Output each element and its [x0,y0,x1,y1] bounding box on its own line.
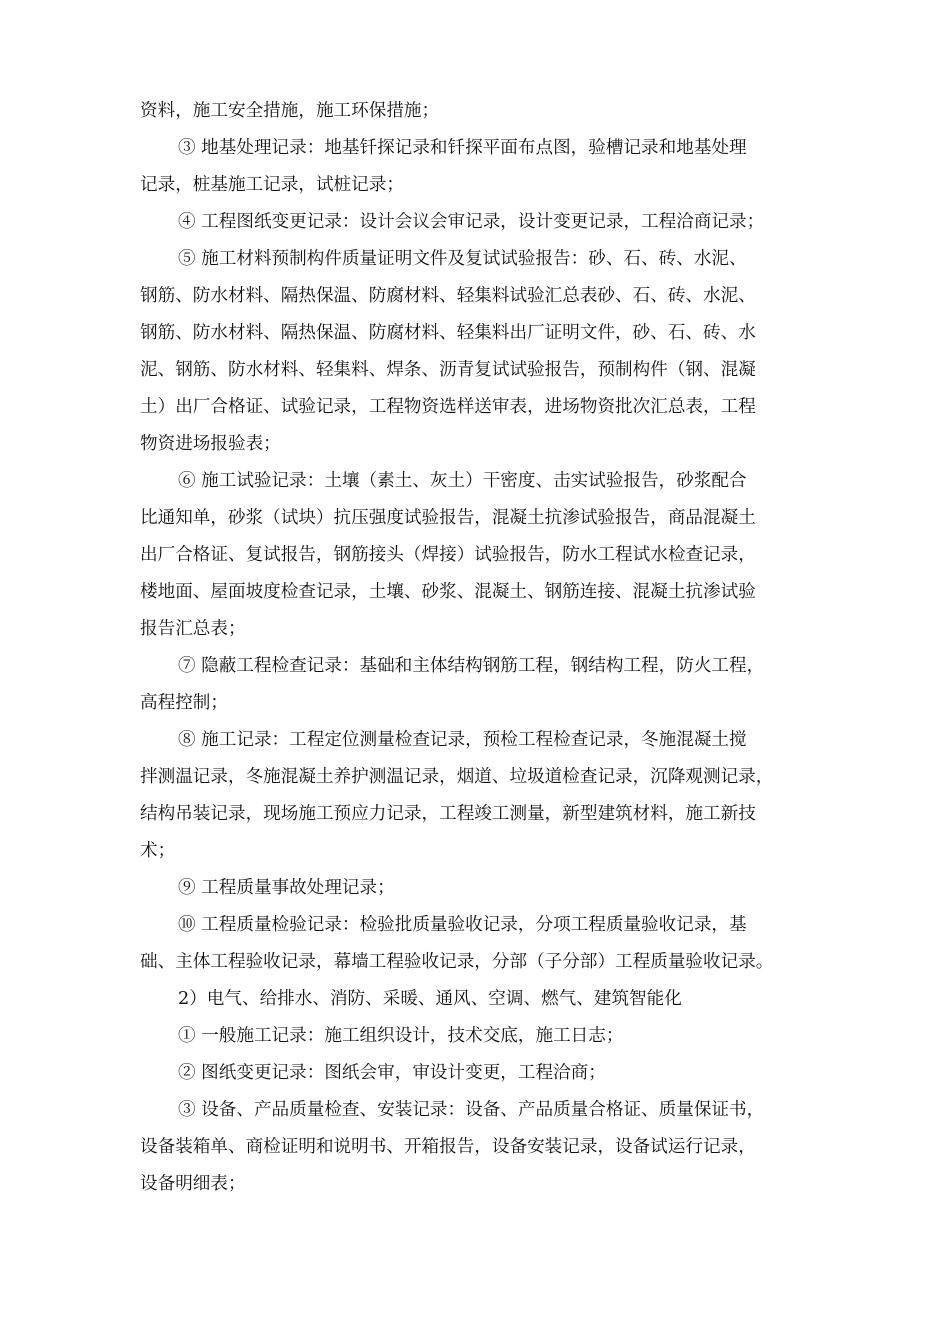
text-line: ② 图纸变更记录：图纸会审，审设计变更，工程洽商； [178,1063,606,1083]
text-line: ① 一般施工记录：施工组织设计，技术交底，施工日志； [178,1026,624,1046]
text-line: 楼地面、屋面坡度检查记录，土壤、砂浆、混凝土、钢筋连接、混凝土抗渗试验 [140,582,756,602]
text-line: ⑩ 工程质量检验记录：检验批质量验收记录，分项工程质量验收记录，基 [178,915,747,935]
text-line: ③ 地基处理记录：地基钎探记录和钎探平面布点图，验槽记录和地基处理 [178,138,747,158]
text-line: 钢筋、防水材料、隔热保温、防腐材料、轻集料出厂证明文件，砂、石、砖、水 [140,323,756,343]
text-line: 设备装箱单、商检证明和说明书、开箱报告，设备安装记录，设备试运行记录， [140,1137,756,1157]
text-line: ③ 设备、产品质量检查、安装记录：设备、产品质量合格证、质量保证书， [178,1100,765,1120]
text-line: 资料，施工安全措施，施工环保措施； [140,101,440,121]
text-line: ⑧ 施工记录：工程定位测量检查记录，预检工程检查记录，冬施混凝土搅 [178,730,747,750]
text-line: 报告汇总表； [140,619,246,639]
text-line: 设备明细表； [140,1174,246,1194]
text-line: ⑥ 施工试验记录：土壤（素土、灰土）干密度、击实试验报告，砂浆配合 [178,471,747,491]
text-line: 拌测温记录，冬施混凝土养护测温记录，烟道、垃圾道检查记录，沉降观测记录， [140,767,774,787]
text-line: 2）电气、给排水、消防、采暖、通风、空调、燃气、建筑智能化 [178,989,682,1009]
text-line: 比通知单，砂浆（试块）抗压强度试验报告，混凝土抗渗试验报告，商品混凝土 [140,508,756,528]
text-line: 术； [140,841,176,861]
text-line: 记录，桩基施工记录，试桩记录； [140,175,404,195]
text-line: 结构吊装记录，现场施工预应力记录，工程竣工测量，新型建筑材料，施工新技 [140,804,756,824]
text-line: 物资进场报验表； [140,434,281,454]
text-line: ⑦ 隐蔽工程检查记录：基础和主体结构钢筋工程，钢结构工程，防火工程， [178,656,765,676]
text-line: 土）出厂合格证、试验记录，工程物资选样送审表，进场物资批次汇总表，工程 [140,397,756,417]
text-line: 础、主体工程验收记录，幕墙工程验收记录，分部（子分部）工程质量验收记录。 [140,952,774,972]
text-line: 出厂合格证、复试报告，钢筋接头（焊接）试验报告，防水工程试水检查记录， [140,545,756,565]
text-line: ⑤ 施工材料预制构件质量证明文件及复试试验报告：砂、石、砖、水泥、 [178,249,747,269]
text-line: 泥、钢筋、防水材料、轻集料、焊条、沥青复试试验报告，预制构件（钢、混凝 [140,360,756,380]
text-line: 钢筋、防水材料、隔热保温、防腐材料、轻集料试验汇总表砂、石、砖、水泥、 [140,286,756,306]
text-line: ⑨ 工程质量事故处理记录； [178,878,395,898]
text-line: ④ 工程图纸变更记录：设计会议会审记录，设计变更记录，工程洽商记录； [178,212,765,232]
text-line: 高程控制； [140,693,228,713]
